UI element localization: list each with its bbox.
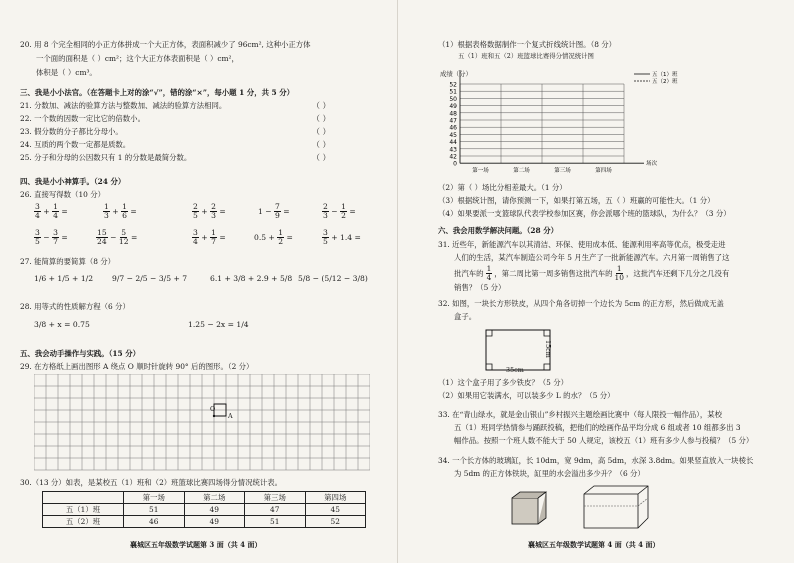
- table-cell: 52: [305, 516, 366, 528]
- table-cell: 46: [124, 516, 185, 528]
- q31-line3: 批汽车的 $\frac{1}{4}$ ，第二周比第一周多销售这批汽车的 $\frac{1}{10}$ ，这批汽车还剩下几分之几没有: [454, 264, 730, 282]
- iron-cube-icon: [512, 498, 538, 524]
- sec3-header: 三、我是小小法官。（在答题卡上对的涂“√”，错的涂“×”，每小题 1 分，共 5 分）: [20, 88, 295, 97]
- q32-1: （1）这个盒子用了多少铁皮？（5 分）: [438, 378, 569, 387]
- table-header-row: [43, 492, 366, 504]
- q23: 23. 假分数的分子都比分母小。: [20, 127, 123, 136]
- table-header: 第一场: [124, 492, 185, 504]
- table-header: 第四场: [305, 492, 366, 504]
- y-tick-label: 49: [449, 103, 457, 111]
- sec5-header: 五、我会动手操作与实践。（15 分）: [20, 349, 141, 358]
- q32-height-label: 15cm: [544, 340, 552, 358]
- legend-label: 五（2）班: [652, 79, 678, 85]
- y-tick-label: 42: [449, 153, 457, 161]
- simplify-4: 5/8 − (5/12 − 3/8): [298, 274, 368, 283]
- tank-diagram: [508, 484, 658, 534]
- q20-line3: 体积是（ ）cm³。: [36, 68, 97, 77]
- x-tick-label: 第四场: [595, 168, 612, 175]
- q32-line2: 盒子。: [454, 312, 477, 321]
- answer-paren-21[interactable]: （ ）: [312, 101, 331, 110]
- table-header: 第二场: [184, 492, 245, 504]
- y-tick-label: 46: [449, 124, 457, 132]
- calc-6: $\frac{3}{5}$ − $\frac{3}{7}$ =: [35, 228, 68, 246]
- table-header: [43, 492, 124, 504]
- x-tick-label: 第一场: [472, 168, 489, 175]
- equation-2: 1.25 − 2x = 1/4: [188, 320, 249, 329]
- answer-paren-24[interactable]: （ ）: [312, 140, 331, 149]
- calc-5: $\frac{2}{3}$ − $\frac{1}{2}$ =: [323, 202, 356, 220]
- q33-line3: 幅作品。按照一个班人数不能大于 50 人规定，该校五（1）班有多少人参与投稿？（5 分）: [454, 436, 754, 445]
- y-tick-label: 51: [449, 88, 457, 96]
- y-tick-label: 47: [449, 117, 457, 125]
- x-tick-label: 第二场: [513, 168, 530, 175]
- simplify-2: 9/7 − 2/5 − 3/5 + 7: [112, 274, 188, 283]
- table-cell: 45: [305, 504, 366, 516]
- footer-right: 襄城区五年级数学试题第 4 面（共 4 面）: [528, 540, 660, 549]
- q32-2: （2）如果用它装满水，可以装多少 L 的水？（5 分）: [438, 391, 615, 400]
- q33-line2: 五（1）班同学热情参与踊跃投稿，把他们的绘画作品平均分成 6 组或者 10 组都多出 3: [454, 423, 741, 432]
- calc-9: 0.5 + $\frac{1}{2}$ =: [254, 228, 293, 246]
- sec4-header: 四、我是小小神算手。（24 分）: [20, 177, 126, 186]
- q30-text: 30.（13 分）如表，是某校五（1）班和（2）班篮球比赛四场得分情况统计表。: [20, 478, 283, 487]
- glass-tank-icon: [584, 486, 648, 528]
- rotation-point-o: [213, 415, 215, 417]
- answer-paren-22[interactable]: （ ）: [312, 114, 331, 123]
- score-table: [42, 491, 366, 528]
- q20-line1: 20. 用 8 个完全相同的小正方体拼成一个大正方体，表面积减少了 96cm², 这种小正方体: [20, 40, 311, 49]
- equation-1: 3/8 + x = 0.75: [34, 320, 90, 329]
- table-cell: 51: [245, 516, 306, 528]
- q33-line1: 33. 在“青山绿水，就是金山银山”乡村振兴主题绘画比赛中（每人限投一幅作品），某校: [438, 410, 723, 419]
- q32-line1: 32. 如图，一块长方形铁皮，从四个角各切掉一个边长为 5cm 的正方形，然后做成无盖: [438, 299, 724, 308]
- q34-line1: 34. 一个长方体的玻璃缸，长 10dm，宽 9dm，高 5dm，水深 3.8dm。如果竖直放入一块棱长: [438, 456, 754, 465]
- calc-10: $\frac{3}{5}$ + 1.4 =: [323, 228, 361, 246]
- table-cell: 47: [245, 504, 306, 516]
- q31-line1: 31. 近些年，新能源汽车以其清洁、环保、使用成本低、能源利用率高等优点，极受走进: [438, 240, 726, 249]
- calc-7: $\frac{15}{24}$ − $\frac{5}{12}$ =: [97, 228, 138, 246]
- answer-paren-25[interactable]: （ ）: [312, 153, 331, 162]
- q31-line2: 人们的生活，某汽车制造公司今年 5 月生产了一批新能源汽车。六月第一周销售了这: [454, 253, 730, 262]
- y-tick-label: 48: [449, 110, 457, 118]
- q34-line2: 为 5dm 的正方体铁块，缸里的水会溢出多少升？（6 分）: [454, 469, 645, 478]
- calc-1: $\frac{3}{4}$ + $\frac{1}{4}$ =: [35, 202, 68, 220]
- q32-width-label: 35cm: [506, 366, 524, 374]
- table-cell: 49: [184, 516, 245, 528]
- simplify-3: 6.1 + 3/8 + 2.9 + 5/8: [210, 274, 293, 283]
- x-axis-label: 场次: [646, 161, 658, 168]
- q29: 29. 在方格纸上画出图形 A 绕点 O 顺时针旋转 90° 后的图形。（2 分）: [20, 362, 254, 371]
- table-cell: 五（1）班: [43, 504, 124, 516]
- point-o-label: O: [210, 405, 216, 413]
- x-tick-label: 第三场: [554, 168, 571, 175]
- y-tick-label: 44: [449, 139, 457, 147]
- grid-paper: [34, 374, 370, 472]
- q22: 22. 一个数的因数一定比它的倍数小。: [20, 114, 145, 123]
- q27-title: 27. 能简算的要简算（8 分）: [20, 257, 116, 266]
- q31-line4: 销售？（5 分）: [454, 283, 506, 292]
- calc-8: $\frac{3}{4}$ + $\frac{1}{7}$ =: [193, 228, 226, 246]
- chart-ylabel: 成绩（分）: [440, 70, 472, 78]
- table-cell: 51: [124, 504, 185, 516]
- q30-3: （3）根据统计图，请你预测一下，如果打第五场，五（ ）班赢的可能性大。（1 分）: [438, 196, 715, 205]
- q26-title: 26. 直接写得数（10 分）: [20, 190, 105, 199]
- calc-2: $\frac{1}{3}$ + $\frac{1}{6}$ =: [104, 202, 137, 220]
- q28-title: 28. 用等式的性质解方程（6 分）: [20, 302, 130, 311]
- y-tick-label: 52: [449, 81, 457, 89]
- table-cell: 49: [184, 504, 245, 516]
- line-chart: [438, 70, 688, 180]
- q30-2: （2）第（ ）场比分相差最大。（1 分）: [438, 183, 567, 192]
- table-row: [43, 516, 366, 528]
- q25: 25. 分子和分母的公因数只有 1 的分数是最简分数。: [20, 153, 192, 162]
- footer-left: 襄城区五年级数学试题第 3 面（共 4 面）: [130, 540, 262, 549]
- simplify-1: 1/6 + 1/5 + 1/2: [34, 274, 94, 283]
- shape-a-label: A: [228, 412, 233, 420]
- page-right: [397, 0, 794, 563]
- calc-4: 1 − $\frac{7}{9}$ =: [258, 202, 290, 220]
- table-cell: 五（2）班: [43, 516, 124, 528]
- legend-label: 五（1）班: [652, 72, 678, 78]
- q20-line2: 一个面的面积是（ ）cm²；这个大正方体表面积是（ ）cm²，: [36, 54, 239, 63]
- calc-3: $\frac{2}{5}$ + $\frac{2}{3}$ =: [193, 202, 226, 220]
- table-header: 第三场: [245, 492, 306, 504]
- chart-title: 五（1）班和五（2）班篮球比赛得分情况统计图: [458, 52, 594, 60]
- q24: 24. 互质的两个数一定都是质数。: [20, 140, 131, 149]
- q21: 21. 分数加、减法的验算方法与整数加、减法的验算方法相同。: [20, 101, 227, 110]
- answer-paren-23[interactable]: （ ）: [312, 127, 331, 136]
- y-tick-label: 0: [453, 160, 457, 168]
- q30-1: （1）根据表格数据制作一个复式折线统计图。（8 分）: [438, 40, 617, 49]
- table-row: [43, 504, 366, 516]
- y-tick-label: 43: [449, 146, 457, 154]
- y-tick-label: 50: [449, 95, 457, 103]
- q30-4: （4）如果要派一支篮球队代表学校参加区赛，你会派哪个班的篮球队，为什么？（3 分）: [438, 209, 731, 218]
- sec6-header: 六、我会用数学解决问题。（28 分）: [438, 226, 559, 235]
- y-tick-label: 45: [449, 131, 457, 139]
